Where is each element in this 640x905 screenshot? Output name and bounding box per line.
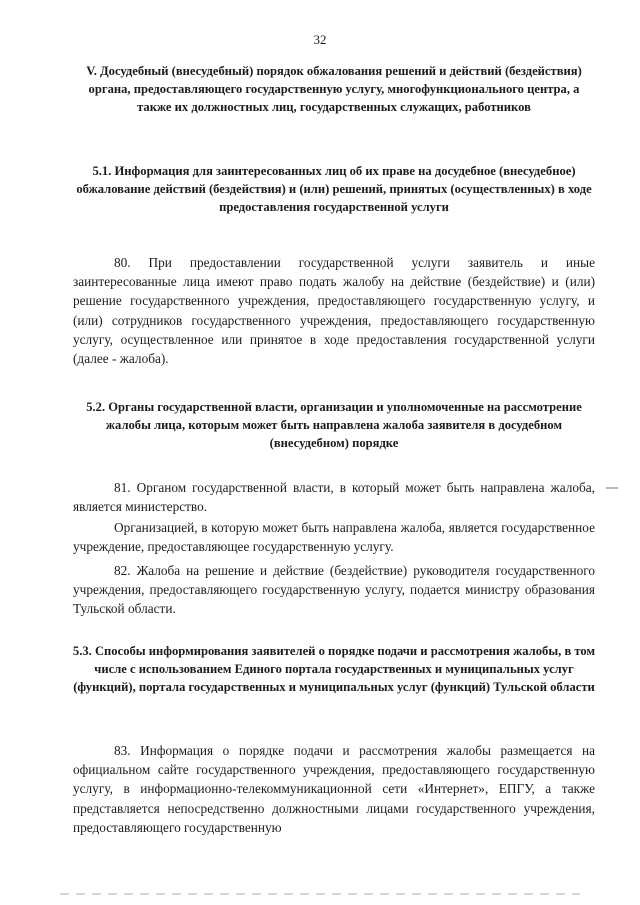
- section-heading-5-3: 5.3. Способы информирования заявителей о порядке подачи и рассмотрения жалобы, в том числе с использованием Единого портала государственных и муниципальных услуг (функций), портала государственных и муниципальных услуг (функций) Тульской области: [72, 644, 596, 695]
- bottom-scan-artifact: [60, 893, 580, 895]
- section-heading-5-2: 5.2. Органы государственной власти, организации и уполномоченные на рассмотрение жалобы лица, которым может быть направлена жалоба заявителя в досудебном (внесудебном) порядке: [86, 400, 582, 451]
- paragraph-81: 81. Органом государственной власти, в который может быть направлена жалоба, является министерство.: [73, 480, 595, 515]
- paragraph-81-organization: Организацией, в которую может быть направлена жалоба, является государственное учреждение, предоставляющее государственную услугу.: [73, 520, 595, 555]
- section-heading-v: V. Досудебный (внесудебный) порядок обжалования решений и действий (бездействия) органа, предоставляющего государственную услугу, многофункционального центра, а также их должностных лиц, государственных служащих, работников: [86, 64, 582, 115]
- page-number: 32: [313, 32, 327, 47]
- paragraph-82: 82. Жалоба на решение и действие (бездействие) руководителя государственного учреждения, предоставляющего государственную услугу, подается министру образования Тульской области.: [73, 563, 595, 617]
- paragraph-80: 80. При предоставлении государственной услуги заявитель и иные заинтересованные лица имеют право подать жалобу на действие (бездействие) и (или) решение государственного учреждения, предоставляющего государственную услугу, и (или) сотрудников государственного учреждения, предоставляющего государственную услугу, осуществленное или принятое в ходе предоставления государственной услуги (далее - жалоба).: [73, 255, 595, 367]
- section-heading-5-1: 5.1. Информация для заинтересованных лиц об их праве на досудебное (внесудебное) обжалование действий (бездействия) и (или) решений, принятых (осуществленных) в ходе предоставления государственной услуги: [76, 164, 592, 215]
- margin-scan-mark: [606, 487, 618, 489]
- paragraph-83: 83. Информация о порядке подачи и рассмотрения жалобы размещается на официальном сайте государственного учреждения, предоставляющего государственную услугу, в информационно-телекоммуникационной сети «Интернет», ЕПГУ, а также представляется непосредственно должностными лицами государственного учреждения, предоставляющего государственную: [73, 743, 595, 835]
